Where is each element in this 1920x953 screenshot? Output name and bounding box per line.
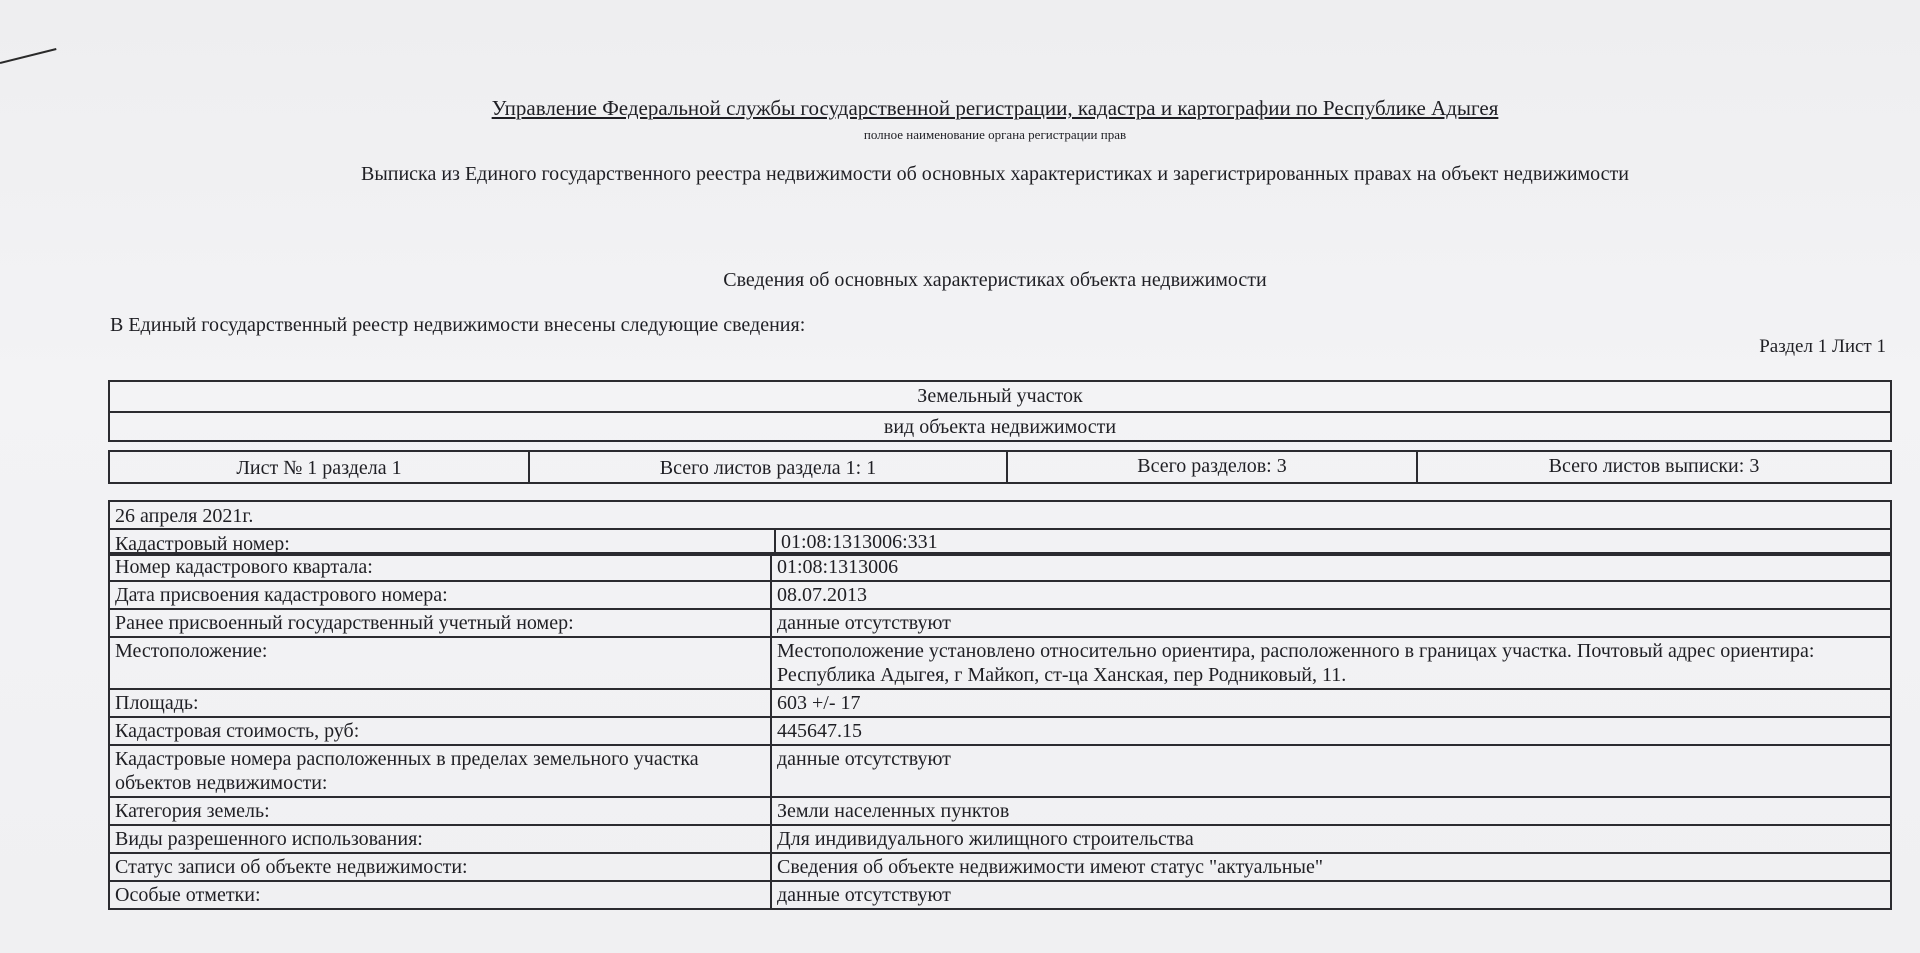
property-label: Кадастровая стоимость, руб: bbox=[109, 717, 771, 745]
property-label: Виды разрешенного использования: bbox=[109, 825, 771, 853]
extract-date: 26 апреля 2021г. bbox=[115, 505, 254, 527]
authority-name: Управление Федеральной службы государственной регистрации, кадастра и картографии по Республике Адыгея bbox=[491, 96, 1499, 120]
property-value: данные отсутствуют bbox=[771, 881, 1891, 909]
object-type: Земельный участок bbox=[917, 385, 1083, 407]
property-label: Номер кадастрового квартала: bbox=[109, 553, 771, 581]
property-value: 08.07.2013 bbox=[771, 581, 1891, 609]
table-row bbox=[109, 853, 1891, 881]
authority-caption: полное наименование органа регистрации прав bbox=[863, 127, 1127, 142]
table-row bbox=[109, 609, 1891, 637]
section-sheet-label: Раздел 1 Лист 1 bbox=[1759, 336, 1886, 357]
property-value: Земли населенных пунктов bbox=[771, 797, 1891, 825]
extract-title: Выписка из Единого государственного реестра недвижимости об основных характеристиках и зарегистрированных правах на объект недвижимости bbox=[360, 163, 1629, 185]
property-label: Кадастровые номера расположенных в пределах земельного участка объектов недвижимости: bbox=[109, 745, 771, 797]
sheet-number: Лист № 1 раздела 1 bbox=[236, 457, 402, 479]
object-type-box bbox=[108, 380, 1892, 442]
table-row bbox=[109, 717, 1891, 745]
intro-text: В Единый государственный реестр недвижимости внесены следующие сведения: bbox=[110, 314, 806, 336]
property-value: 445647.15 bbox=[771, 717, 1891, 745]
table-row bbox=[109, 689, 1891, 717]
property-value: данные отсутствуют bbox=[771, 745, 1891, 797]
property-value: данные отсутствуют bbox=[771, 609, 1891, 637]
property-value: Для индивидуального жилищного строительства bbox=[771, 825, 1891, 853]
staple-mark bbox=[0, 48, 57, 64]
property-label: Местоположение: bbox=[109, 637, 771, 689]
property-label: Дата присвоения кадастрового номера: bbox=[109, 581, 771, 609]
section-sheets-total: Всего листов раздела 1: 1 bbox=[659, 457, 877, 479]
property-label: Ранее присвоенный государственный учетный номер: bbox=[109, 609, 771, 637]
table-row bbox=[109, 581, 1891, 609]
section-title: Сведения об основных характеристиках объекта недвижимости bbox=[723, 269, 1267, 291]
property-value: Местоположение установлено относительно ориентира, расположенного в границах участка. Почтовый адрес ориентира: Республика Адыгея, г Майкоп, ст-ца Ханская, пер Родниковый, 11. bbox=[771, 637, 1891, 689]
sections-total: Всего разделов: 3 bbox=[1137, 455, 1287, 477]
table-row bbox=[109, 797, 1891, 825]
date-cadastral-box bbox=[108, 500, 1892, 556]
table-row bbox=[109, 637, 1891, 689]
property-value: 01:08:1313006 bbox=[771, 553, 1891, 581]
table-row bbox=[109, 745, 1891, 797]
property-label: Особые отметки: bbox=[109, 881, 771, 909]
object-type-caption: вид объекта недвижимости bbox=[883, 416, 1117, 438]
property-value: Сведения об объекте недвижимости имеют статус "актуальные" bbox=[771, 853, 1891, 881]
property-value: 603 +/- 17 bbox=[771, 689, 1891, 717]
property-label: Статус записи об объекте недвижимости: bbox=[109, 853, 771, 881]
property-label: Площадь: bbox=[109, 689, 771, 717]
table-row bbox=[109, 881, 1891, 909]
property-label: Категория земель: bbox=[109, 797, 771, 825]
table-row bbox=[109, 825, 1891, 853]
cadastral-number-label: Кадастровый номер: bbox=[115, 533, 290, 555]
properties-table bbox=[108, 552, 1892, 910]
extract-sheets-total: Всего листов выписки: 3 bbox=[1548, 455, 1760, 477]
sheet-info-row bbox=[108, 450, 1892, 484]
table-row bbox=[109, 553, 1891, 581]
cadastral-number-value: 01:08:1313006:331 bbox=[781, 531, 938, 553]
